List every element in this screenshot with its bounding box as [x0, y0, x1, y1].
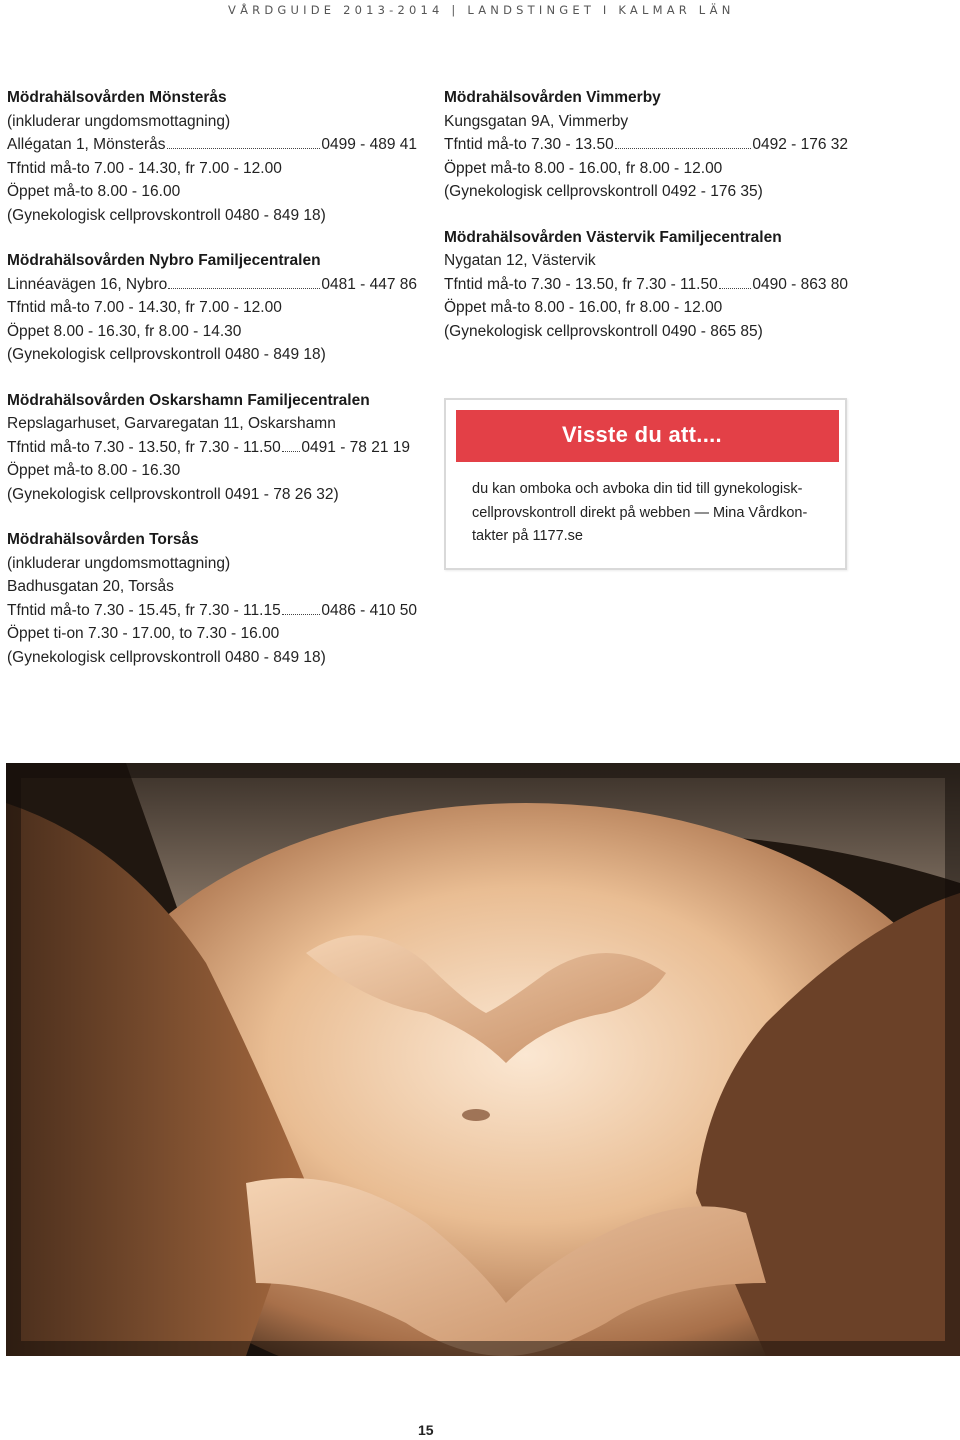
phone-hours: Tfntid må-to 7.00 - 14.30, fr 7.00 - 12.00 — [7, 159, 282, 177]
clinic-title: Mödrahälsovården Nybro Familjecentralen — [7, 252, 321, 269]
opening-hours: Öppet må-to 8.00 - 16.30 — [7, 462, 181, 479]
left-column — [7, 86, 417, 691]
pregnancy-heart-hands-photo — [6, 763, 960, 1356]
leader-dots — [282, 614, 321, 615]
phone-line — [444, 273, 848, 297]
right-column — [444, 86, 854, 365]
phone-line — [444, 133, 848, 157]
address: Linnéavägen 16, Nybro — [7, 275, 168, 293]
opening-hours: Öppet 8.00 - 16.30, fr 8.00 - 14.30 — [7, 322, 242, 340]
clinic-entry — [7, 389, 417, 507]
clinic-entry — [444, 226, 854, 344]
phone-number: 0490 - 863 80 — [752, 275, 848, 293]
cell-test-phone: (Gynekologisk cellprovskontroll 0480 - 849 18) — [7, 206, 326, 224]
did-you-know-line: cellprovskontroll direkt på webben — Mina Vårdkon- — [472, 504, 808, 521]
cell-test-phone: (Gynekologisk cellprovskontroll 0491 - 78 26 32) — [7, 485, 339, 503]
address: Repslagarhuset, Garvaregatan 11, Oskarshamn — [7, 415, 336, 432]
address: Badhusgatan 20, Torsås — [7, 578, 174, 595]
phone-hours: Tfntid må-to 7.30 - 13.50, fr 7.30 - 11.50 — [444, 275, 718, 293]
cell-test-phone: (Gynekologisk cellprovskontroll 0492 - 176 35) — [444, 183, 763, 200]
leader-dots — [167, 148, 321, 149]
leader-dots — [282, 451, 301, 452]
cell-test-phone: (Gynekologisk cellprovskontroll 0490 - 865 85) — [444, 322, 763, 340]
clinic-note: (inkluderar ungdomsmottagning) — [7, 112, 231, 130]
did-you-know-box — [444, 398, 847, 570]
phone-line — [7, 273, 417, 297]
clinic-title: Mödrahälsovården Vimmerby — [444, 89, 661, 106]
did-you-know-line: takter på 1177.se — [472, 528, 583, 544]
opening-hours: Öppet må-to 8.00 - 16.00, fr 8.00 - 12.00 — [444, 159, 723, 177]
address: Allégatan 1, Mönsterås — [7, 136, 166, 153]
clinic-entry — [7, 86, 417, 227]
clinic-title: Mödrahälsovården Västervik Familjecentralen — [444, 228, 782, 246]
phone-line — [7, 436, 410, 460]
clinic-title: Mödrahälsovården Torsås — [7, 531, 199, 548]
cell-test-phone: (Gynekologisk cellprovskontroll 0480 - 849 18) — [7, 648, 326, 666]
phone-number: 0481 - 447 86 — [321, 275, 417, 293]
did-you-know-text — [472, 478, 832, 549]
running-header: VÅRDGUIDE 2013-2014 | LANDSTINGET I KALMAR LÄN — [228, 3, 735, 17]
phone-line — [7, 133, 417, 157]
phone-number: 0499 - 489 41 — [321, 136, 417, 153]
opening-hours: Öppet må-to 8.00 - 16.00, fr 8.00 - 12.00 — [444, 299, 723, 316]
clinic-note: (inkluderar ungdomsmottagning) — [7, 554, 231, 572]
phone-hours: Tfntid må-to 7.30 - 15.45, fr 7.30 - 11.15 — [7, 601, 281, 619]
opening-hours: Öppet ti-on 7.30 - 17.00, to 7.30 - 16.00 — [7, 625, 280, 642]
did-you-know-banner — [456, 410, 839, 462]
phone-number: 0491 - 78 21 19 — [301, 438, 410, 456]
opening-hours: Öppet må-to 8.00 - 16.00 — [7, 183, 181, 200]
clinic-title: Mödrahälsovården Oskarshamn Familjecentralen — [7, 391, 370, 409]
clinic-entry — [444, 86, 854, 204]
clinic-entry — [7, 249, 417, 367]
clinic-title: Mödrahälsovården Mönsterås — [7, 89, 227, 106]
leader-dots — [168, 288, 320, 289]
page-number: 15 — [418, 1422, 434, 1438]
phone-number: 0492 - 176 32 — [752, 136, 848, 153]
did-you-know-title: Visste du att.... — [562, 422, 722, 447]
leader-dots — [719, 288, 752, 289]
address: Nygatan 12, Västervik — [444, 252, 596, 269]
leader-dots — [615, 148, 752, 149]
did-you-know-line: du kan omboka och avboka din tid till gynekologisk- — [472, 481, 803, 497]
phone-hours: Tfntid må-to 7.30 - 13.50 — [444, 136, 614, 153]
phone-hours: Tfntid må-to 7.30 - 13.50, fr 7.30 - 11.50 — [7, 438, 281, 456]
cell-test-phone: (Gynekologisk cellprovskontroll 0480 - 849 18) — [7, 346, 326, 363]
address: Kungsgatan 9A, Vimmerby — [444, 112, 629, 130]
phone-hours: Tfntid må-to 7.00 - 14.30, fr 7.00 - 12.00 — [7, 299, 282, 316]
phone-line — [7, 599, 417, 623]
clinic-entry — [7, 528, 417, 669]
phone-number: 0486 - 410 50 — [321, 601, 417, 619]
